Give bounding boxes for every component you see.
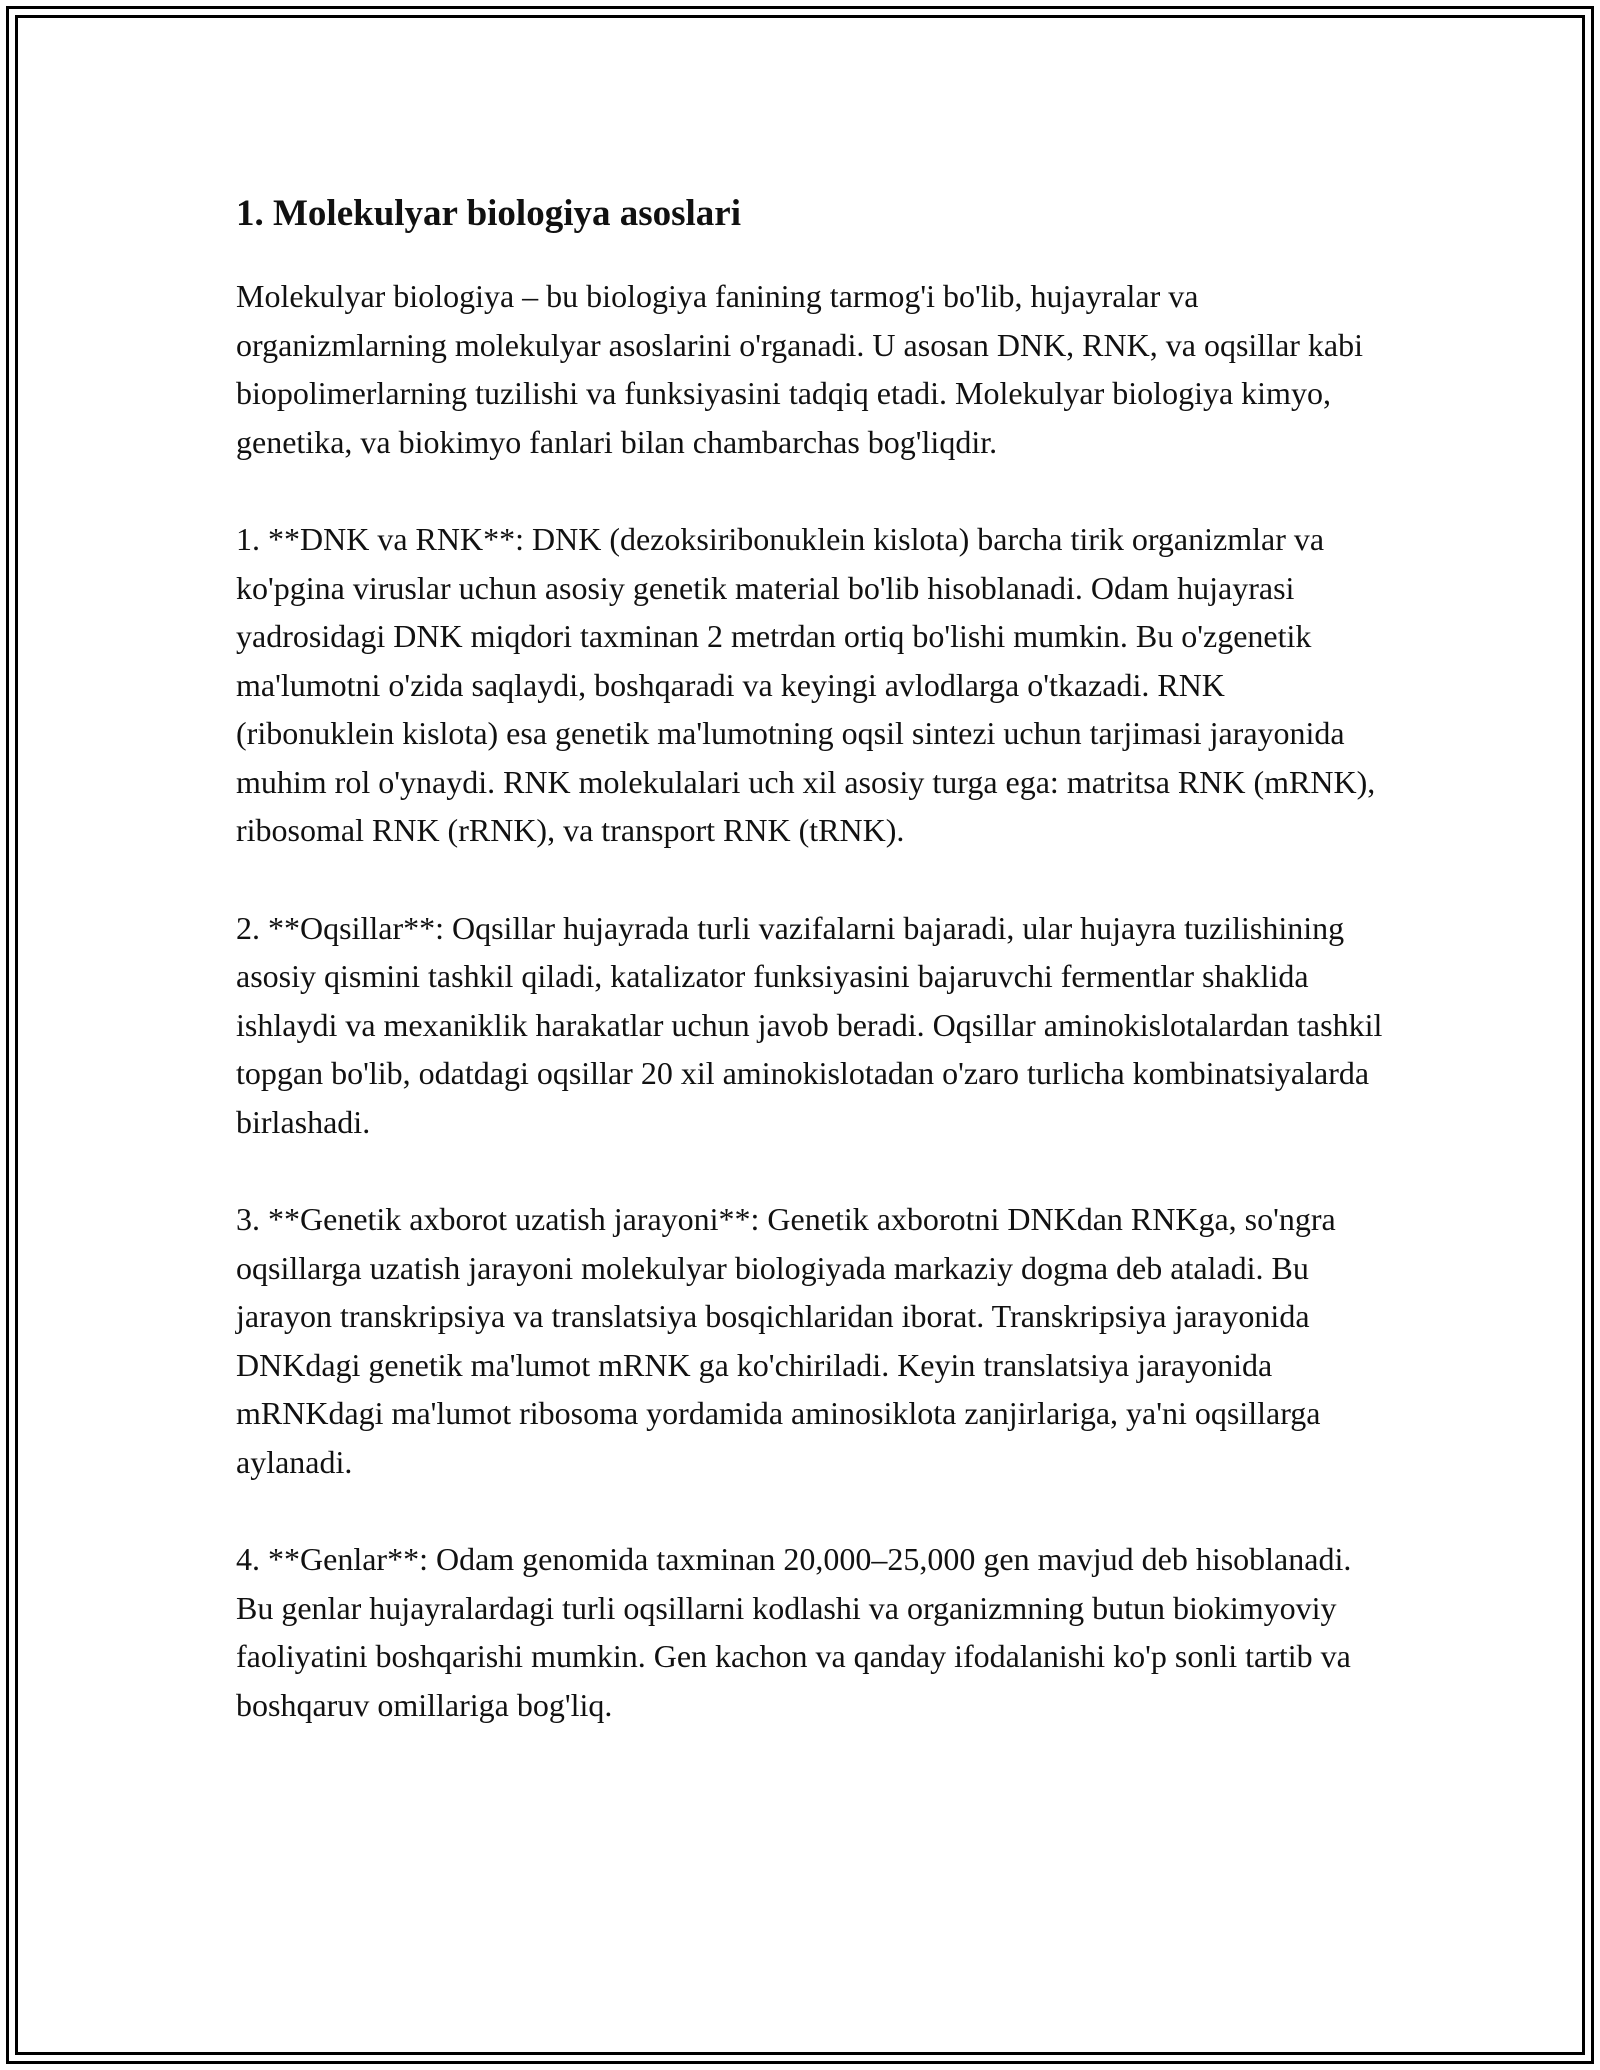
section-heading: 1. Molekulyar biologiya asoslari [236,193,742,234]
document-body [236,186,1386,1778]
paragraph-oqsillar: 2. **Oqsillar**: Oqsillar hujayrada turli vazifalarni bajaradi, ular hujayra tuzilishining asosiy qismini tashkil qiladi, katalizator funksiyasini bajaruvchi fermentlar shaklida ishlaydi va mexaniklik harakatlar uchun javob beradi. Oqsillar aminokislotalardan tashkil topgan bo'lib, odatdagi oqsillar 20 xil aminokislotadan o'zaro turlicha kombinatsiyalarda birlashadi. [236,909,1383,1140]
paragraph-dnk-rnk: 1. **DNK va RNK**: DNK (dezoksiribonuklein kislota) barcha tirik organizmlar va ko'pgina viruslar uchun asosiy genetik material bo'lib hisoblanadi. Odam hujayrasi yadrosidagi DNK miqdori taxminan 2 metrdan ortiq bo'lishi mumkin. Bu o'zgenetik ma'lumotni o'zida saqlaydi, boshqaradi va keyingi avlodlarga o'tkazadi. RNK (ribonuklein kislota) esa genetik ma'lumotning oqsil sintezi uchun tarjimasi jarayonida muhim rol o'ynaydi. RNK molekulalari uch xil asosiy turga ega: matritsa RNK (mRNK), ribosomal RNK (rRNK), va transport RNK (tRNK). [236,521,1376,848]
paragraph-genlar: 4. **Genlar**: Odam genomida taxminan 20,000–25,000 gen mavjud deb hisoblanadi. Bu genlar hujayralardagi turli oqsillarni kodlashi va organizmning butun biokimyoviy faoliyatini boshqarishi mumkin. Gen kachon va qanday ifodalanishi ko'p sonli tartib va boshqaruv omillariga bog'liq. [236,1541,1352,1723]
intro-paragraph: Molekulyar biologiya – bu biologiya fanining tarmog'i bo'lib, hujayralar va organizmlarning molekulyar asoslarini o'rganadi. U asosan DNK, RNK, va oqsillar kabi biopolimerlarning tuzilishi va funksiyasini tadqiq etadi. Molekulyar biologiya kimyo, genetika, va biokimyo fanlari bilan chambarchas bog'liqdir. [236,278,1364,460]
paragraph-genetik-axborot: 3. **Genetik axborot uzatish jarayoni**: Genetik axborotni DNKdan RNKga, so'ngra oqsillarga uzatish jarayoni molekulyar biologiyada markaziy dogma deb ataladi. Bu jarayon transkripsiya va translatsiya bosqichlaridan iborat. Transkripsiya jarayonida DNKdagi genetik ma'lumot mRNK ga ko'chiriladi. Keyin translatsiya jarayonida mRNKdagi ma'lumot ribosoma yordamida aminosiklota zanjirlariga, ya'ni oqsillarga aylanadi. [236,1201,1336,1480]
